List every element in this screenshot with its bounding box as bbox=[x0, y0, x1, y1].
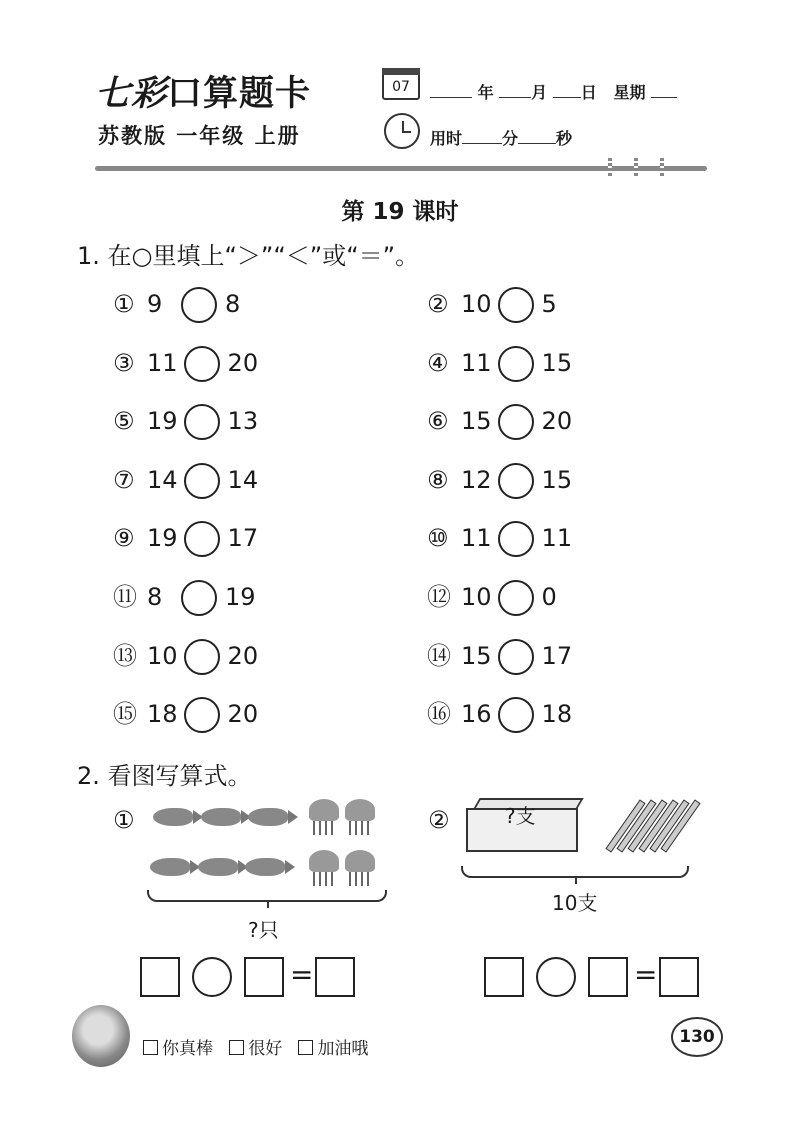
right-number: 17 bbox=[541, 641, 573, 670]
month-label: 月 bbox=[531, 83, 548, 102]
question-2-title: 2. 看图写算式。 bbox=[77, 762, 252, 790]
jellyfish-icon bbox=[345, 799, 375, 821]
item-number: ⑨ bbox=[113, 524, 135, 553]
right-number: 17 bbox=[227, 524, 259, 553]
date-line bbox=[430, 80, 677, 103]
choice-great-label: 你真棒 bbox=[162, 1039, 213, 1059]
jellyfish-icon bbox=[309, 799, 339, 821]
item-number: ③ bbox=[113, 348, 135, 377]
comparison-item bbox=[113, 694, 258, 734]
item-number: ⑬ bbox=[113, 641, 137, 670]
checkbox-good[interactable] bbox=[229, 1040, 244, 1055]
comparison-circle[interactable] bbox=[184, 346, 220, 382]
item-number: ⑩ bbox=[427, 524, 449, 553]
left-number: 8 bbox=[147, 583, 163, 611]
answer-box[interactable] bbox=[588, 957, 628, 997]
right-number: 19 bbox=[225, 583, 256, 611]
jellyfish-icon bbox=[345, 850, 375, 872]
left-number: 18 bbox=[147, 700, 178, 729]
left-number: 12 bbox=[461, 465, 492, 494]
second-label: 秒 bbox=[556, 129, 573, 148]
comparison-circle[interactable] bbox=[498, 287, 534, 323]
comparison-circle[interactable] bbox=[498, 697, 534, 733]
comparison-item bbox=[427, 343, 572, 383]
comparison-item bbox=[427, 401, 572, 441]
jellyfish-icon bbox=[309, 850, 339, 872]
item-number: ⑪ bbox=[113, 583, 137, 611]
edition-label: 苏教版 一年级 上册 bbox=[98, 124, 301, 148]
equals-sign: = bbox=[634, 958, 658, 991]
comparison-item bbox=[113, 401, 258, 441]
comparison-circle[interactable] bbox=[498, 346, 534, 382]
right-number: 15 bbox=[541, 348, 573, 377]
second-blank[interactable] bbox=[518, 129, 556, 144]
self-evaluation bbox=[143, 1034, 368, 1059]
right-number: 15 bbox=[541, 465, 573, 494]
comparison-item bbox=[427, 284, 570, 324]
right-number: 14 bbox=[227, 465, 259, 494]
minute-label: 分 bbox=[502, 129, 519, 148]
comparison-circle[interactable] bbox=[498, 521, 534, 557]
item-number: ⑯ bbox=[427, 700, 451, 729]
item-number: ⑧ bbox=[427, 465, 449, 494]
month-blank[interactable] bbox=[499, 83, 531, 98]
year-blank[interactable] bbox=[430, 83, 472, 98]
comparison-circle[interactable] bbox=[184, 404, 220, 440]
operator-circle[interactable] bbox=[192, 957, 232, 997]
right-number: 8 bbox=[225, 290, 241, 318]
right-number: 20 bbox=[227, 348, 259, 377]
brand-prefix: 七彩 bbox=[95, 73, 168, 114]
right-number: 20 bbox=[227, 700, 259, 729]
minute-blank[interactable] bbox=[462, 129, 502, 144]
lesson-title: 第 19 课时 bbox=[341, 199, 459, 225]
comparison-item bbox=[427, 460, 572, 500]
left-number: 10 bbox=[461, 290, 492, 318]
comparison-item bbox=[113, 343, 258, 383]
checkbox-great[interactable] bbox=[143, 1040, 158, 1055]
item-number: ⑮ bbox=[113, 700, 137, 729]
page-number: 130 bbox=[671, 1017, 723, 1057]
comparison-item bbox=[113, 284, 253, 324]
left-number: 19 bbox=[147, 524, 178, 553]
week-blank[interactable] bbox=[651, 83, 677, 98]
brand-title bbox=[95, 66, 311, 116]
item-number: ⑥ bbox=[427, 407, 449, 436]
answer-box[interactable] bbox=[484, 957, 524, 997]
left-number: 14 bbox=[147, 465, 178, 494]
fish-icon bbox=[248, 808, 288, 826]
fish-icon bbox=[153, 808, 193, 826]
comparison-circle[interactable] bbox=[181, 580, 217, 616]
comparison-circle[interactable] bbox=[184, 463, 220, 499]
answer-box[interactable] bbox=[140, 957, 180, 997]
brand-main: 口算题卡 bbox=[167, 73, 312, 114]
comparison-item bbox=[113, 577, 256, 617]
right-number: 11 bbox=[541, 524, 573, 553]
checkbox-keep-going[interactable] bbox=[298, 1040, 313, 1055]
fish-icon bbox=[198, 858, 238, 876]
left-number: 10 bbox=[147, 641, 178, 670]
left-number: 11 bbox=[461, 348, 492, 377]
week-label: 星期 bbox=[613, 83, 646, 102]
comparison-circle[interactable] bbox=[184, 521, 220, 557]
item-number: ② bbox=[427, 290, 449, 318]
item-number: ⑤ bbox=[113, 407, 135, 436]
brace-2-label: 10支 bbox=[552, 891, 598, 915]
fish-icon bbox=[245, 858, 285, 876]
answer-box[interactable] bbox=[659, 957, 699, 997]
year-label: 年 bbox=[477, 83, 494, 102]
left-number: 9 bbox=[147, 290, 163, 318]
comparison-item bbox=[113, 518, 258, 558]
picture-problem-1-label: ① bbox=[113, 806, 135, 834]
brace-2 bbox=[461, 866, 689, 878]
comparison-item bbox=[427, 636, 572, 676]
right-number: 5 bbox=[541, 290, 557, 318]
comparison-circle[interactable] bbox=[181, 287, 217, 323]
comparison-circle[interactable] bbox=[184, 639, 220, 675]
item-number: ④ bbox=[427, 348, 449, 377]
left-number: 19 bbox=[147, 407, 178, 436]
comparison-item bbox=[427, 518, 572, 558]
fish-icon bbox=[150, 858, 190, 876]
clock-icon bbox=[384, 113, 420, 149]
choice-good-label: 很好 bbox=[248, 1039, 283, 1059]
question-1-title: 1. 在○里填上“＞”“＜”或“＝”。 bbox=[77, 242, 420, 270]
right-number: 0 bbox=[541, 583, 557, 611]
brace-1-label: ?只 bbox=[248, 918, 279, 942]
right-number: 18 bbox=[541, 700, 573, 729]
equals-sign: = bbox=[290, 958, 314, 991]
right-number: 20 bbox=[541, 407, 573, 436]
calendar-number: 07 bbox=[392, 79, 410, 95]
comparison-item bbox=[427, 694, 572, 734]
picture-problem-2-label: ② bbox=[428, 806, 450, 834]
comparison-circle[interactable] bbox=[498, 404, 534, 440]
day-label: 日 bbox=[580, 83, 597, 102]
comparison-circle[interactable] bbox=[184, 697, 220, 733]
comparison-item bbox=[113, 460, 258, 500]
divider-tick bbox=[660, 158, 664, 178]
item-number: ⑦ bbox=[113, 465, 135, 494]
time-label: 用时 bbox=[430, 129, 463, 148]
comparison-item bbox=[427, 577, 570, 617]
calendar-icon bbox=[382, 68, 420, 100]
left-number: 10 bbox=[461, 583, 492, 611]
divider-tick bbox=[608, 158, 612, 178]
left-number: 15 bbox=[461, 407, 492, 436]
fish-icon bbox=[201, 808, 241, 826]
left-number: 16 bbox=[461, 700, 492, 729]
choice-keep-going-label: 加油哦 bbox=[317, 1039, 369, 1059]
left-number: 11 bbox=[147, 348, 178, 377]
comparison-circle[interactable] bbox=[498, 639, 534, 675]
answer-box[interactable] bbox=[315, 957, 355, 997]
divider-tick bbox=[634, 158, 638, 178]
item-number: ① bbox=[113, 290, 135, 318]
header-divider bbox=[95, 166, 707, 171]
left-number: 15 bbox=[461, 641, 492, 670]
operator-circle[interactable] bbox=[536, 957, 576, 997]
item-number: ⑫ bbox=[427, 583, 451, 611]
time-line bbox=[430, 126, 572, 149]
brace-1 bbox=[147, 890, 387, 902]
answer-box[interactable] bbox=[244, 957, 284, 997]
comparison-circle[interactable] bbox=[498, 580, 534, 616]
day-blank[interactable] bbox=[553, 83, 581, 98]
right-number: 20 bbox=[227, 641, 259, 670]
mascot-icon bbox=[72, 1005, 130, 1067]
right-number: 13 bbox=[227, 407, 259, 436]
item-number: ⑭ bbox=[427, 641, 451, 670]
left-number: 11 bbox=[461, 524, 492, 553]
comparison-circle[interactable] bbox=[498, 463, 534, 499]
pencil-box-label: ?支 bbox=[505, 804, 536, 828]
comparison-item bbox=[113, 636, 258, 676]
